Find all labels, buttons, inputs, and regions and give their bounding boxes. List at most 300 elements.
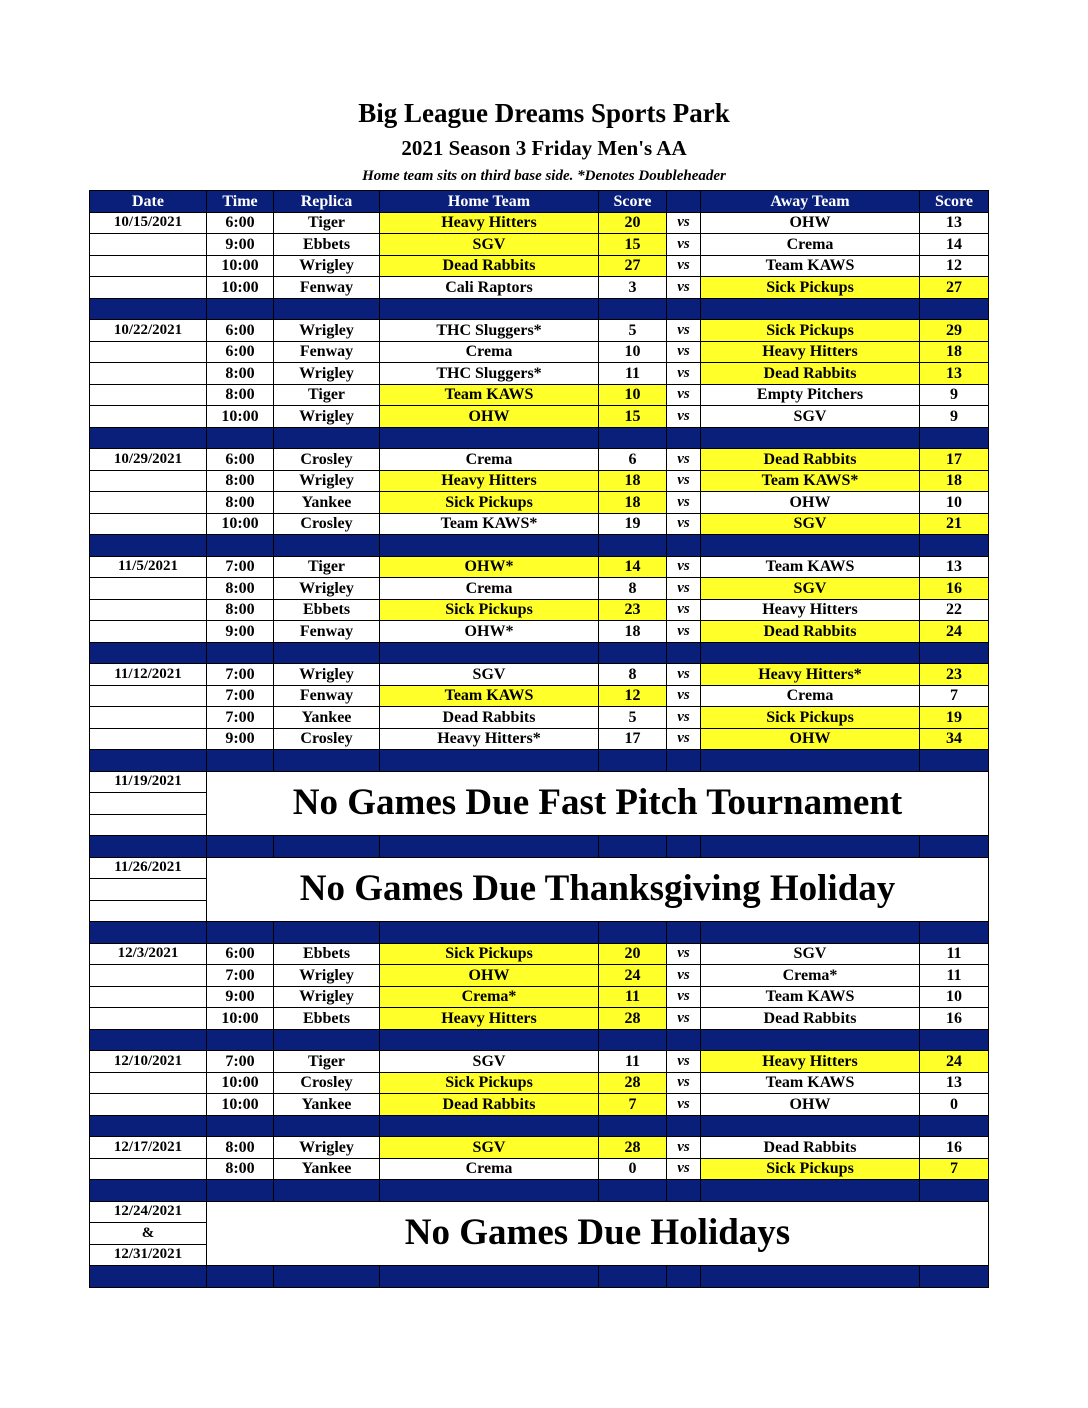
home-score: 11 bbox=[599, 986, 667, 1008]
game-row bbox=[90, 1008, 989, 1030]
game-date bbox=[90, 1072, 207, 1094]
separator-cell bbox=[701, 1266, 920, 1288]
game-time: 10:00 bbox=[207, 1094, 274, 1116]
away-score: 16 bbox=[920, 1008, 989, 1030]
home-team: Crema bbox=[380, 341, 599, 363]
vs-label: vs bbox=[667, 1051, 701, 1073]
game-field: Crosley bbox=[274, 1072, 380, 1094]
game-time: 6:00 bbox=[207, 341, 274, 363]
notice-date bbox=[90, 879, 207, 901]
game-row bbox=[90, 965, 989, 987]
game-date bbox=[90, 492, 207, 514]
game-date: 12/3/2021 bbox=[90, 943, 207, 965]
game-row bbox=[90, 513, 989, 535]
separator-cell bbox=[380, 922, 599, 944]
vs-label: vs bbox=[667, 406, 701, 428]
game-field: Yankee bbox=[274, 1158, 380, 1180]
col-header-home-score: Score bbox=[599, 191, 667, 213]
home-score: 20 bbox=[599, 212, 667, 234]
game-field: Ebbets bbox=[274, 1008, 380, 1030]
game-row bbox=[90, 384, 989, 406]
separator-row bbox=[90, 298, 989, 320]
game-date bbox=[90, 363, 207, 385]
separator-row bbox=[90, 642, 989, 664]
away-score: 10 bbox=[920, 986, 989, 1008]
away-team: Sick Pickups bbox=[701, 1158, 920, 1180]
game-date bbox=[90, 234, 207, 256]
separator-cell bbox=[667, 427, 701, 449]
game-field: Ebbets bbox=[274, 599, 380, 621]
away-score: 19 bbox=[920, 707, 989, 729]
game-date bbox=[90, 707, 207, 729]
notice-date: 12/24/2021 bbox=[90, 1201, 207, 1223]
home-score: 14 bbox=[599, 556, 667, 578]
away-score: 11 bbox=[920, 943, 989, 965]
separator-cell bbox=[599, 298, 667, 320]
away-score: 10 bbox=[920, 492, 989, 514]
separator-cell bbox=[207, 1115, 274, 1137]
game-field: Tiger bbox=[274, 1051, 380, 1073]
home-score: 18 bbox=[599, 621, 667, 643]
game-row bbox=[90, 986, 989, 1008]
home-score: 20 bbox=[599, 943, 667, 965]
separator-cell bbox=[920, 642, 989, 664]
game-date: 11/12/2021 bbox=[90, 664, 207, 686]
notice-date: 11/19/2021 bbox=[90, 771, 207, 793]
home-score: 8 bbox=[599, 578, 667, 600]
home-team: Crema bbox=[380, 578, 599, 600]
vs-label: vs bbox=[667, 1158, 701, 1180]
notice-date: 11/26/2021 bbox=[90, 857, 207, 879]
col-header-away-team: Away Team bbox=[701, 191, 920, 213]
game-date bbox=[90, 277, 207, 299]
separator-cell bbox=[920, 298, 989, 320]
separator-cell bbox=[920, 427, 989, 449]
home-score: 6 bbox=[599, 449, 667, 471]
away-score: 21 bbox=[920, 513, 989, 535]
game-field: Ebbets bbox=[274, 943, 380, 965]
game-row bbox=[90, 492, 989, 514]
separator-row bbox=[90, 836, 989, 858]
home-score: 5 bbox=[599, 320, 667, 342]
notice-row bbox=[90, 1201, 989, 1223]
vs-label: vs bbox=[667, 556, 701, 578]
game-date bbox=[90, 384, 207, 406]
separator-cell bbox=[599, 642, 667, 664]
home-team: Crema* bbox=[380, 986, 599, 1008]
game-row bbox=[90, 234, 989, 256]
game-date: 10/15/2021 bbox=[90, 212, 207, 234]
game-row bbox=[90, 707, 989, 729]
separator-cell bbox=[380, 642, 599, 664]
game-time: 8:00 bbox=[207, 492, 274, 514]
game-field: Wrigley bbox=[274, 986, 380, 1008]
away-team: Team KAWS* bbox=[701, 470, 920, 492]
separator-cell bbox=[599, 1029, 667, 1051]
away-score: 12 bbox=[920, 255, 989, 277]
vs-label: vs bbox=[667, 341, 701, 363]
separator-row bbox=[90, 535, 989, 557]
home-team: Team KAWS bbox=[380, 685, 599, 707]
home-team: OHW* bbox=[380, 621, 599, 643]
away-score: 7 bbox=[920, 685, 989, 707]
game-row bbox=[90, 599, 989, 621]
separator-cell bbox=[599, 1180, 667, 1202]
away-team: Dead Rabbits bbox=[701, 363, 920, 385]
home-team: Dead Rabbits bbox=[380, 707, 599, 729]
separator-cell bbox=[667, 836, 701, 858]
separator-cell bbox=[274, 1029, 380, 1051]
game-row bbox=[90, 277, 989, 299]
game-date bbox=[90, 1094, 207, 1116]
separator-cell bbox=[599, 922, 667, 944]
game-time: 10:00 bbox=[207, 1072, 274, 1094]
home-score: 10 bbox=[599, 384, 667, 406]
home-team: Sick Pickups bbox=[380, 1072, 599, 1094]
away-score: 11 bbox=[920, 965, 989, 987]
game-date bbox=[90, 1008, 207, 1030]
vs-label: vs bbox=[667, 986, 701, 1008]
separator-cell bbox=[380, 427, 599, 449]
game-time: 8:00 bbox=[207, 384, 274, 406]
home-team: Team KAWS bbox=[380, 384, 599, 406]
separator-cell bbox=[90, 1266, 207, 1288]
separator-cell bbox=[701, 1115, 920, 1137]
away-score: 7 bbox=[920, 1158, 989, 1180]
game-date bbox=[90, 578, 207, 600]
home-team: Dead Rabbits bbox=[380, 255, 599, 277]
away-score: 29 bbox=[920, 320, 989, 342]
game-time: 8:00 bbox=[207, 363, 274, 385]
game-date bbox=[90, 406, 207, 428]
home-team: THC Sluggers* bbox=[380, 320, 599, 342]
separator-cell bbox=[90, 750, 207, 772]
separator-cell bbox=[380, 836, 599, 858]
vs-label: vs bbox=[667, 621, 701, 643]
game-row bbox=[90, 1137, 989, 1159]
away-team: Heavy Hitters bbox=[701, 599, 920, 621]
separator-cell bbox=[274, 1266, 380, 1288]
game-time: 7:00 bbox=[207, 707, 274, 729]
separator-cell bbox=[667, 1266, 701, 1288]
col-header-replica: Replica bbox=[274, 191, 380, 213]
separator-cell bbox=[274, 1180, 380, 1202]
game-time: 9:00 bbox=[207, 728, 274, 750]
notice-row bbox=[90, 857, 989, 879]
game-date bbox=[90, 728, 207, 750]
away-team: Sick Pickups bbox=[701, 707, 920, 729]
separator-cell bbox=[90, 836, 207, 858]
away-team: OHW bbox=[701, 728, 920, 750]
game-time: 7:00 bbox=[207, 556, 274, 578]
separator-row bbox=[90, 427, 989, 449]
home-team: OHW* bbox=[380, 556, 599, 578]
vs-label: vs bbox=[667, 965, 701, 987]
home-team: OHW bbox=[380, 965, 599, 987]
away-team: OHW bbox=[701, 1094, 920, 1116]
game-row bbox=[90, 341, 989, 363]
separator-cell bbox=[274, 922, 380, 944]
game-date: 12/10/2021 bbox=[90, 1051, 207, 1073]
vs-label: vs bbox=[667, 492, 701, 514]
away-team: Dead Rabbits bbox=[701, 1137, 920, 1159]
separator-cell bbox=[207, 427, 274, 449]
separator-cell bbox=[920, 836, 989, 858]
home-score: 18 bbox=[599, 470, 667, 492]
separator-row bbox=[90, 1115, 989, 1137]
game-row bbox=[90, 320, 989, 342]
separator-cell bbox=[667, 298, 701, 320]
game-field: Ebbets bbox=[274, 234, 380, 256]
separator-cell bbox=[701, 922, 920, 944]
separator-cell bbox=[667, 750, 701, 772]
separator-cell bbox=[920, 750, 989, 772]
away-score: 24 bbox=[920, 1051, 989, 1073]
away-team: Dead Rabbits bbox=[701, 449, 920, 471]
home-score: 17 bbox=[599, 728, 667, 750]
separator-cell bbox=[380, 1180, 599, 1202]
separator-cell bbox=[90, 922, 207, 944]
home-team: SGV bbox=[380, 1137, 599, 1159]
separator-cell bbox=[667, 535, 701, 557]
away-score: 34 bbox=[920, 728, 989, 750]
game-row bbox=[90, 664, 989, 686]
vs-label: vs bbox=[667, 384, 701, 406]
separator-cell bbox=[380, 535, 599, 557]
separator-cell bbox=[701, 750, 920, 772]
away-score: 27 bbox=[920, 277, 989, 299]
vs-label: vs bbox=[667, 578, 701, 600]
home-score: 7 bbox=[599, 1094, 667, 1116]
away-team: OHW bbox=[701, 492, 920, 514]
game-field: Yankee bbox=[274, 1094, 380, 1116]
game-row bbox=[90, 578, 989, 600]
separator-cell bbox=[599, 750, 667, 772]
game-row bbox=[90, 556, 989, 578]
separator-cell bbox=[920, 535, 989, 557]
game-field: Wrigley bbox=[274, 965, 380, 987]
game-row bbox=[90, 728, 989, 750]
game-time: 6:00 bbox=[207, 449, 274, 471]
separator-cell bbox=[701, 535, 920, 557]
game-field: Wrigley bbox=[274, 470, 380, 492]
separator-cell bbox=[274, 298, 380, 320]
vs-label: vs bbox=[667, 212, 701, 234]
game-date bbox=[90, 1158, 207, 1180]
separator-cell bbox=[207, 298, 274, 320]
separator-cell bbox=[207, 922, 274, 944]
separator-cell bbox=[667, 1029, 701, 1051]
vs-label: vs bbox=[667, 513, 701, 535]
home-score: 27 bbox=[599, 255, 667, 277]
game-date: 12/17/2021 bbox=[90, 1137, 207, 1159]
home-score: 8 bbox=[599, 664, 667, 686]
separator-cell bbox=[90, 427, 207, 449]
separator-cell bbox=[380, 750, 599, 772]
game-field: Crosley bbox=[274, 513, 380, 535]
game-time: 8:00 bbox=[207, 470, 274, 492]
home-score: 18 bbox=[599, 492, 667, 514]
separator-cell bbox=[667, 642, 701, 664]
game-field: Crosley bbox=[274, 449, 380, 471]
game-date bbox=[90, 470, 207, 492]
game-date bbox=[90, 986, 207, 1008]
game-date bbox=[90, 965, 207, 987]
notice-date bbox=[90, 793, 207, 815]
away-score: 14 bbox=[920, 234, 989, 256]
away-score: 13 bbox=[920, 212, 989, 234]
away-team: Empty Pitchers bbox=[701, 384, 920, 406]
separator-row bbox=[90, 1266, 989, 1288]
home-team: Cali Raptors bbox=[380, 277, 599, 299]
game-field: Tiger bbox=[274, 384, 380, 406]
game-row bbox=[90, 1072, 989, 1094]
away-score: 23 bbox=[920, 664, 989, 686]
home-score: 3 bbox=[599, 277, 667, 299]
home-team: THC Sluggers* bbox=[380, 363, 599, 385]
away-score: 22 bbox=[920, 599, 989, 621]
away-score: 24 bbox=[920, 621, 989, 643]
game-date: 11/5/2021 bbox=[90, 556, 207, 578]
away-score: 16 bbox=[920, 1137, 989, 1159]
game-time: 7:00 bbox=[207, 1051, 274, 1073]
separator-cell bbox=[90, 535, 207, 557]
game-field: Tiger bbox=[274, 212, 380, 234]
col-header-home-team: Home Team bbox=[380, 191, 599, 213]
away-team: SGV bbox=[701, 943, 920, 965]
separator-cell bbox=[274, 1115, 380, 1137]
vs-label: vs bbox=[667, 1072, 701, 1094]
away-team: Heavy Hitters bbox=[701, 1051, 920, 1073]
game-time: 9:00 bbox=[207, 986, 274, 1008]
home-team: Sick Pickups bbox=[380, 492, 599, 514]
home-score: 10 bbox=[599, 341, 667, 363]
home-score: 0 bbox=[599, 1158, 667, 1180]
game-row bbox=[90, 449, 989, 471]
away-team: Team KAWS bbox=[701, 255, 920, 277]
game-date: 10/29/2021 bbox=[90, 449, 207, 471]
separator-cell bbox=[701, 427, 920, 449]
vs-label: vs bbox=[667, 685, 701, 707]
away-team: Dead Rabbits bbox=[701, 1008, 920, 1030]
vs-label: vs bbox=[667, 707, 701, 729]
col-header-vs bbox=[667, 191, 701, 213]
separator-cell bbox=[274, 427, 380, 449]
separator-cell bbox=[90, 1180, 207, 1202]
away-score: 16 bbox=[920, 578, 989, 600]
game-field: Yankee bbox=[274, 707, 380, 729]
separator-cell bbox=[701, 642, 920, 664]
separator-cell bbox=[599, 535, 667, 557]
home-score: 23 bbox=[599, 599, 667, 621]
home-team: Team KAWS* bbox=[380, 513, 599, 535]
away-team: Team KAWS bbox=[701, 556, 920, 578]
game-row bbox=[90, 685, 989, 707]
home-score: 15 bbox=[599, 234, 667, 256]
away-team: Team KAWS bbox=[701, 986, 920, 1008]
separator-cell bbox=[667, 922, 701, 944]
separator-cell bbox=[90, 1029, 207, 1051]
away-score: 9 bbox=[920, 384, 989, 406]
separator-cell bbox=[920, 922, 989, 944]
vs-label: vs bbox=[667, 728, 701, 750]
game-time: 10:00 bbox=[207, 277, 274, 299]
notice-row bbox=[90, 771, 989, 793]
away-team: Team KAWS bbox=[701, 1072, 920, 1094]
game-time: 7:00 bbox=[207, 965, 274, 987]
vs-label: vs bbox=[667, 943, 701, 965]
home-score: 12 bbox=[599, 685, 667, 707]
game-field: Crosley bbox=[274, 728, 380, 750]
away-team: Crema* bbox=[701, 965, 920, 987]
game-time: 10:00 bbox=[207, 255, 274, 277]
col-header-time: Time bbox=[207, 191, 274, 213]
away-score: 13 bbox=[920, 363, 989, 385]
game-time: 7:00 bbox=[207, 685, 274, 707]
separator-cell bbox=[701, 1180, 920, 1202]
game-row bbox=[90, 1051, 989, 1073]
away-team: SGV bbox=[701, 578, 920, 600]
game-field: Fenway bbox=[274, 341, 380, 363]
home-team: Heavy Hitters bbox=[380, 212, 599, 234]
separator-cell bbox=[90, 298, 207, 320]
separator-cell bbox=[920, 1115, 989, 1137]
home-team: Heavy Hitters bbox=[380, 1008, 599, 1030]
game-date bbox=[90, 599, 207, 621]
vs-label: vs bbox=[667, 320, 701, 342]
game-time: 7:00 bbox=[207, 664, 274, 686]
game-row bbox=[90, 406, 989, 428]
away-team: Dead Rabbits bbox=[701, 621, 920, 643]
away-team: Crema bbox=[701, 234, 920, 256]
game-date: 10/22/2021 bbox=[90, 320, 207, 342]
game-field: Tiger bbox=[274, 556, 380, 578]
game-time: 6:00 bbox=[207, 212, 274, 234]
game-date bbox=[90, 255, 207, 277]
no-games-notice: No Games Due Holidays bbox=[207, 1201, 989, 1266]
game-date bbox=[90, 341, 207, 363]
game-time: 8:00 bbox=[207, 578, 274, 600]
separator-cell bbox=[920, 1029, 989, 1051]
separator-cell bbox=[274, 642, 380, 664]
separator-cell bbox=[380, 1029, 599, 1051]
home-score: 24 bbox=[599, 965, 667, 987]
game-row bbox=[90, 470, 989, 492]
away-score: 18 bbox=[920, 470, 989, 492]
game-field: Wrigley bbox=[274, 664, 380, 686]
separator-cell bbox=[274, 535, 380, 557]
game-time: 6:00 bbox=[207, 320, 274, 342]
game-field: Wrigley bbox=[274, 320, 380, 342]
separator-cell bbox=[599, 1115, 667, 1137]
separator-cell bbox=[667, 1115, 701, 1137]
home-score: 28 bbox=[599, 1008, 667, 1030]
vs-label: vs bbox=[667, 234, 701, 256]
game-time: 9:00 bbox=[207, 234, 274, 256]
game-field: Yankee bbox=[274, 492, 380, 514]
away-score: 13 bbox=[920, 556, 989, 578]
separator-row bbox=[90, 922, 989, 944]
game-time: 6:00 bbox=[207, 943, 274, 965]
separator-cell bbox=[380, 1266, 599, 1288]
separator-cell bbox=[207, 642, 274, 664]
home-team: SGV bbox=[380, 664, 599, 686]
separator-cell bbox=[207, 836, 274, 858]
game-time: 10:00 bbox=[207, 513, 274, 535]
separator-cell bbox=[207, 1180, 274, 1202]
game-field: Fenway bbox=[274, 685, 380, 707]
separator-cell bbox=[274, 750, 380, 772]
